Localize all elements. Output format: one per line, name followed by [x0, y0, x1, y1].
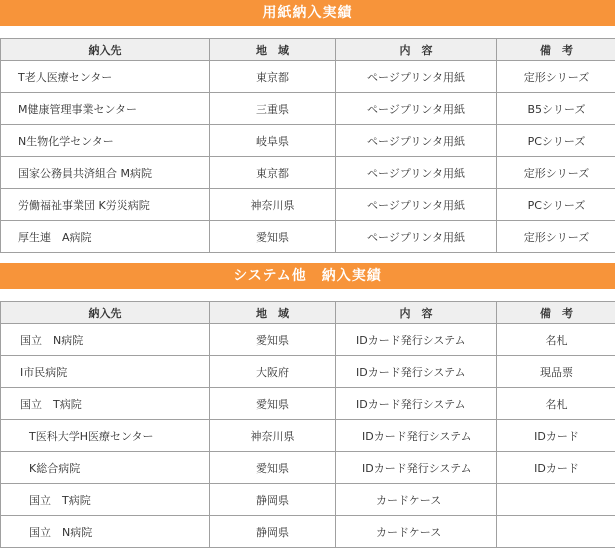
region-cell: 神奈川県	[210, 420, 336, 452]
region-cell: 神奈川県	[210, 189, 336, 221]
table-row	[1, 125, 615, 157]
table-row	[1, 93, 615, 125]
customer-cell: 労働福祉事業団 K労災病院	[1, 189, 210, 221]
paper-delivery-table	[0, 38, 615, 253]
remarks-cell	[497, 516, 615, 548]
customer-cell: T医科大学H医療センター	[1, 420, 210, 452]
column-header-customer: 納入先	[1, 39, 210, 61]
region-cell: 愛知県	[210, 452, 336, 484]
content-cell: ページプリンタ用紙	[336, 157, 497, 189]
remarks-cell	[497, 484, 615, 516]
remarks-cell: 定形シリーズ	[497, 157, 615, 189]
region-cell: 東京都	[210, 61, 336, 93]
customer-cell: N生物化学センター	[1, 125, 210, 157]
column-header-remarks: 備 考	[497, 302, 615, 324]
customer-cell: 国家公務員共済組合 M病院	[1, 157, 210, 189]
region-cell: 愛知県	[210, 221, 336, 253]
remarks-cell: IDカード	[497, 420, 615, 452]
customer-cell: 国立 N病院	[1, 516, 210, 548]
customer-cell: 厚生連 A病院	[1, 221, 210, 253]
remarks-cell: 名札	[497, 324, 615, 356]
content-cell: カードケース	[336, 516, 497, 548]
customer-cell: M健康管理事業センター	[1, 93, 210, 125]
table-row	[1, 420, 615, 452]
column-header-customer: 納入先	[1, 302, 210, 324]
table-row	[1, 157, 615, 189]
content-cell: ページプリンタ用紙	[336, 189, 497, 221]
customer-cell: K総合病院	[1, 452, 210, 484]
content-cell: カードケース	[336, 484, 497, 516]
table-row	[1, 484, 615, 516]
table-row	[1, 388, 615, 420]
remarks-cell: 名札	[497, 388, 615, 420]
content-cell: ページプリンタ用紙	[336, 125, 497, 157]
customer-cell: 国立 T病院	[1, 388, 210, 420]
region-cell: 静岡県	[210, 516, 336, 548]
table-row	[1, 324, 615, 356]
section-banner-paper: 用紙納入実績	[0, 0, 615, 26]
content-cell: IDカード発行システム	[336, 324, 497, 356]
content-cell: IDカード発行システム	[336, 420, 497, 452]
content-cell: IDカード発行システム	[336, 452, 497, 484]
region-cell: 大阪府	[210, 356, 336, 388]
region-cell: 静岡県	[210, 484, 336, 516]
table-row	[1, 516, 615, 548]
remarks-cell: B5シリーズ	[497, 93, 615, 125]
customer-cell: I市民病院	[1, 356, 210, 388]
content-cell: ページプリンタ用紙	[336, 221, 497, 253]
remarks-cell: PCシリーズ	[497, 125, 615, 157]
column-header-content: 内 容	[336, 302, 497, 324]
content-cell: IDカード発行システム	[336, 388, 497, 420]
customer-cell: 国立 T病院	[1, 484, 210, 516]
region-cell: 東京都	[210, 157, 336, 189]
column-header-remarks: 備 考	[497, 39, 615, 61]
table-row	[1, 221, 615, 253]
table-row	[1, 189, 615, 221]
customer-cell: T老人医療センター	[1, 61, 210, 93]
content-cell: IDカード発行システム	[336, 356, 497, 388]
remarks-cell: 現品票	[497, 356, 615, 388]
table-row	[1, 356, 615, 388]
region-cell: 岐阜県	[210, 125, 336, 157]
remarks-cell: 定形シリーズ	[497, 61, 615, 93]
region-cell: 愛知県	[210, 324, 336, 356]
section-banner-system: システム他 納入実績	[0, 263, 615, 289]
remarks-cell: IDカード	[497, 452, 615, 484]
content-cell: ページプリンタ用紙	[336, 61, 497, 93]
table-header-row	[1, 302, 615, 324]
column-header-region: 地 域	[210, 302, 336, 324]
column-header-region: 地 域	[210, 39, 336, 61]
customer-cell: 国立 N病院	[1, 324, 210, 356]
region-cell: 三重県	[210, 93, 336, 125]
table-row	[1, 452, 615, 484]
region-cell: 愛知県	[210, 388, 336, 420]
remarks-cell: 定形シリーズ	[497, 221, 615, 253]
column-header-content: 内 容	[336, 39, 497, 61]
remarks-cell: PCシリーズ	[497, 189, 615, 221]
table-header-row	[1, 39, 615, 61]
system-delivery-table	[0, 301, 615, 548]
content-cell: ページプリンタ用紙	[336, 93, 497, 125]
table-row	[1, 61, 615, 93]
